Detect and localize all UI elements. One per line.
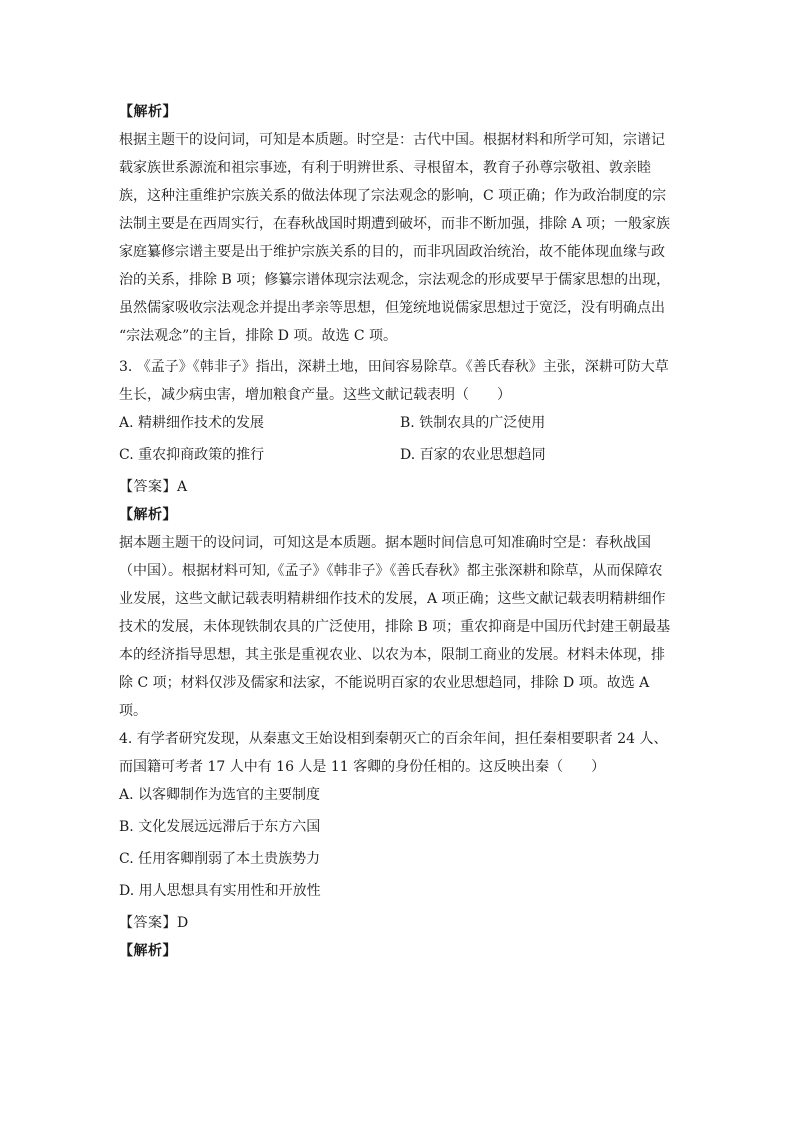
question-stem-line: 而国籍可考者 17 人中有 16 人是 11 客卿的身份任相的。这反映出秦（ ）	[119, 759, 606, 775]
analysis-heading: 【解析】	[119, 943, 177, 959]
option-b: B. 文化发展远远滞后于东方六国	[119, 819, 321, 835]
analysis-line: 项。	[119, 703, 147, 719]
document-content	[119, 98, 681, 965]
analysis-line: 族，这种注重维护宗族关系的做法体现了宗法观念的影响，C 项正确；作为政治制度的宗	[119, 188, 667, 204]
analysis-line: 虽然儒家吸收宗法观念并提出孝亲等思想，但笼统地说儒家思想过于宽泛，没有明确点出	[119, 300, 665, 316]
answer-heading: 【答案】D	[119, 915, 189, 931]
analysis-line: 本的经济指导思想，其主张是重视农业、以农为本，限制工商业的发展。材料未体现，排	[119, 647, 665, 663]
analysis-line: 业发展，这些文献记载表明精耕细作技术的发展，A 项正确；这些文献记载表明精耕细作	[119, 591, 666, 607]
question-stem-line: 3. 《孟子》《韩非子》指出，深耕土地，田间容易除草。《善氏春秋》主张，深耕可防大草	[119, 359, 669, 375]
answer-heading: 【答案】A	[119, 479, 188, 495]
analysis-line: 载家族世系源流和祖宗事迹，有利于明辨世系、寻根留本，教育子孙尊宗敬祖、敦亲睦	[119, 160, 651, 176]
option-a: A. 精耕细作技术的发展	[119, 415, 265, 431]
analysis-heading: 【解析】	[119, 507, 177, 523]
analysis-line: 除 C 项；材料仅涉及儒家和法家，不能说明百家的农业思想趋同，排除 D 项。故选 A	[119, 675, 650, 691]
analysis-line: 据本题主题干的设问词，可知这是本质题。据本题时间信息可知准确时空是：春秋战国	[119, 535, 651, 551]
analysis-paragraph	[119, 529, 681, 725]
analysis-heading: 【解析】	[119, 104, 177, 120]
option-d: D. 用人思想具有实用性和开放性	[119, 883, 321, 899]
question-3	[119, 353, 681, 725]
option-c: C. 任用客卿削弱了本土贵族势力	[119, 851, 321, 867]
options-row	[119, 441, 681, 473]
analysis-line: “宗法观念”的主旨，排除 D 项。故选 C 项。	[119, 328, 398, 344]
question-4	[119, 725, 681, 965]
option-b: B. 铁制农具的广泛使用	[400, 415, 546, 431]
options-row	[119, 409, 681, 441]
analysis-line: 家庭纂修宗谱主要是出于维护宗族关系的目的，而非巩固政治统治，故不能体现血缘与政	[119, 244, 665, 260]
analysis-line: 治的关系，排除 B 项；修纂宗谱体现宗法观念，宗法观念的形成要早于儒家思想的出现，	[119, 272, 671, 288]
analysis-paragraph	[119, 126, 681, 350]
option-d: D. 百家的农业思想趋同	[400, 447, 546, 463]
option-c: C. 重农抑商政策的推行	[119, 447, 265, 463]
option-a: A. 以客卿制作为选官的主要制度	[119, 787, 321, 803]
analysis-line: （中国）。根据材料可知,《孟子》《韩非子》《善氏春秋》都主张深耕和除草，从而保障农	[119, 563, 663, 579]
question-stem-line: 生长，减少病虫害，增加粮食产量。这些文献记载表明（ ）	[119, 387, 511, 403]
analysis-line: 根据主题干的设问词，可知是本质题。时空是：古代中国。根据材料和所学可知，宗谱记	[119, 132, 665, 148]
analysis-line: 技术的发展，未体现铁制农具的广泛使用，排除 B 项；重农抑商是中国历代封建王朝最基	[119, 619, 671, 635]
analysis-line: 法制主要是在西周实行，在春秋战国时期遭到破坏，而非不断加强，排除 A 项；一般家族	[119, 216, 671, 232]
question-stem-line: 4. 有学者研究发现，从秦惠文王始设相到秦朝灭亡的百余年间，担任秦相要职者 24 人、	[119, 731, 668, 747]
